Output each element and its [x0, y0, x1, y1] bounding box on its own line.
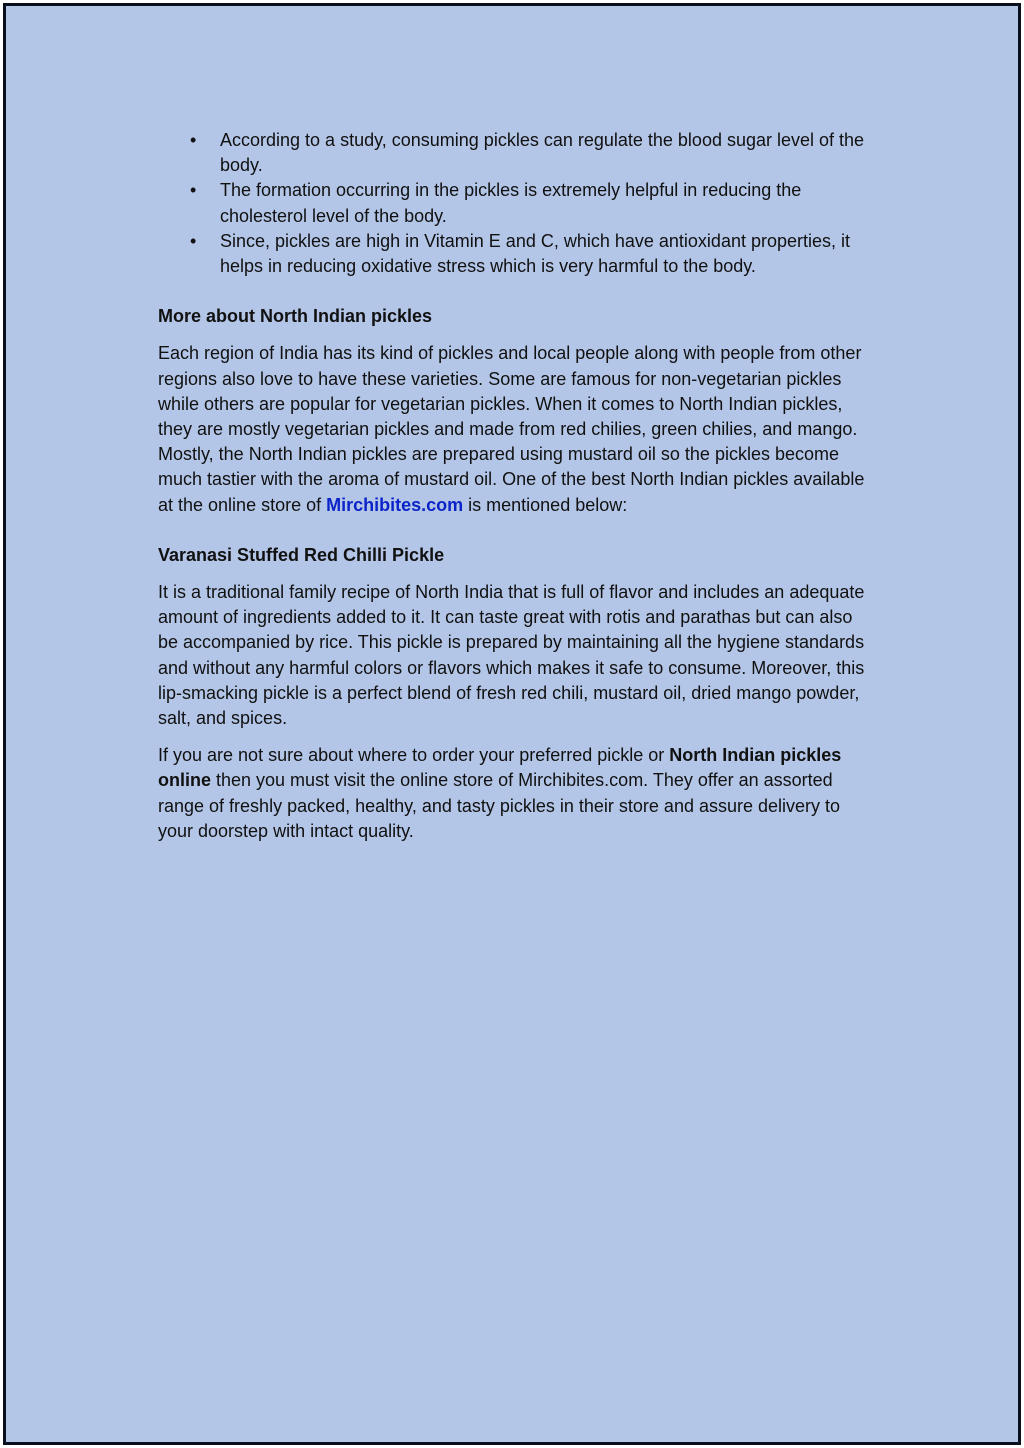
section-heading-varanasi: Varanasi Stuffed Red Chilli Pickle [158, 544, 445, 565]
section-heading-north-indian: More about North Indian pickles [158, 306, 433, 327]
keyword-bold: North Indian pickles online [158, 745, 842, 791]
paragraph-text: Each region of India has its kind of pickles and local people along with people from other regions also love to have these varieties. Some are famous for non-vegetarian pickles while others are popular for vegetarian pickles. When it comes to North Indian pickles, they are mostly vegetarian pickles and made from red chilies, green chilies, and mango. Mostly, the North Indian pickles are prepared using mustard oil so the pickles become much tastier with the aroma of mustard oil. One of the best North Indian pickles available at the online store of [158, 343, 865, 515]
north-indian-paragraph [158, 341, 876, 517]
list-item-text: Since, pickles are high in Vitamin E and C, which have antioxidant properties, it helps in reducing oxidative stress which is very harmful to the body. [220, 230, 851, 277]
paragraph-text: is mentioned below: [463, 494, 628, 515]
list-item-text: According to a study, consuming pickles can regulate the blood sugar level of the body. [220, 130, 865, 176]
document-content [158, 128, 876, 844]
paragraph-text: If you are not sure about where to order your preferred pickle or [158, 745, 670, 766]
list-item [158, 128, 876, 178]
list-item [158, 178, 876, 228]
mirchibites-link[interactable]: Mirchibites.com [326, 494, 464, 515]
benefits-list [158, 128, 876, 279]
bullet-icon: • [190, 130, 197, 150]
list-item-text: The formation occurring in the pickles is extremely helpful in reducing the cholesterol level of the body. [220, 180, 802, 226]
bullet-icon: • [190, 180, 197, 201]
list-item [158, 229, 876, 279]
document-page [3, 3, 1021, 1445]
varanasi-paragraph: It is a traditional family recipe of North India that is full of flavor and includes an adequate amount of ingredients added to it. It can taste great with rotis and parathas but can also be accompanied by rice. This pickle is prepared by maintaining all the hygiene standards and without any harmful colors or flavors which makes it safe to consume. Moreover, this lip-smacking pickle is a perfect blend of fresh red chili, mustard oil, dried mango powder, salt, and spices. [158, 582, 865, 729]
order-paragraph [158, 743, 876, 844]
paragraph-text: then you must visit the online store of Mirchibites.com. They offer an assorted range of freshly packed, healthy, and tasty pickles in their store and assure delivery to your doorstep with intact quality. [158, 770, 841, 841]
bullet-icon: • [190, 230, 197, 251]
